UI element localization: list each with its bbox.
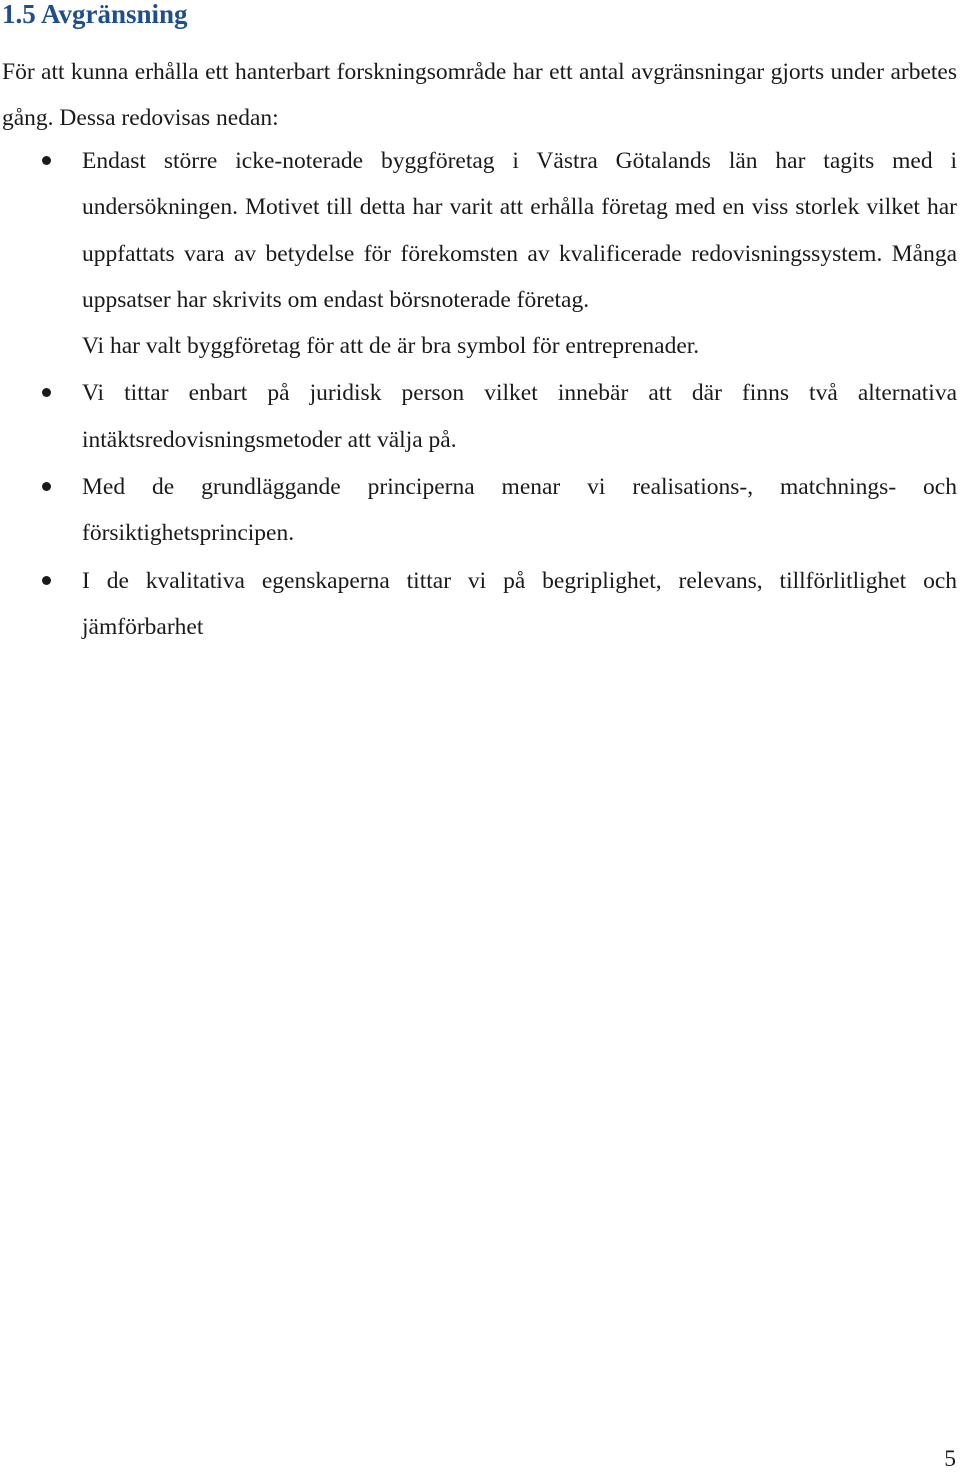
bullet-paragraph: Vi har valt byggföretag för att de är bra symbol för entreprenader. [82,333,700,360]
bullet-item [0,138,957,369]
bullet-item [0,370,957,463]
bullet-item [0,558,957,651]
bullet-list [0,138,960,651]
bullet-paragraph: I de kvalitativa egenskaperna tittar vi på begriplighet, relevans, tillförlitlighet och jämförbarhet [82,567,957,640]
bullet-dot-icon [42,156,51,165]
bullet-dot-icon [42,576,51,585]
bullet-dot-icon [42,482,51,491]
bullet-paragraph: Med de grundläggande principerna menar vi realisations-, matchnings- och försiktighetsprincipen. [82,474,957,547]
section-heading: 1.5 Avgränsning [2,0,188,29]
bullet-dot-icon [42,388,51,397]
bullet-item [0,464,957,557]
bullet-paragraph: Vi tittar enbart på juridisk person vilket innebär att där finns två alternativa intäktsredovisningsmetoder att välja på. [82,380,957,453]
page-number: 5 [944,1446,956,1472]
intro-paragraph: För att kunna erhålla ett hanterbart forskningsområde har ett antal avgränsningar gjorts under arbetes gång. Dessa redovisas nedan: [2,59,957,131]
bullet-paragraph: Endast större icke-noterade byggföretag i Västra Götalands län har tagits med i undersökningen. Motivet till detta har varit att erhålla företag med en viss storlek vilket har uppfattats vara av betydelse för förekomsten av kvalificerade redovisningssystem. Många uppsatser har skrivits om endast börsnoterade företag. [82,148,957,313]
